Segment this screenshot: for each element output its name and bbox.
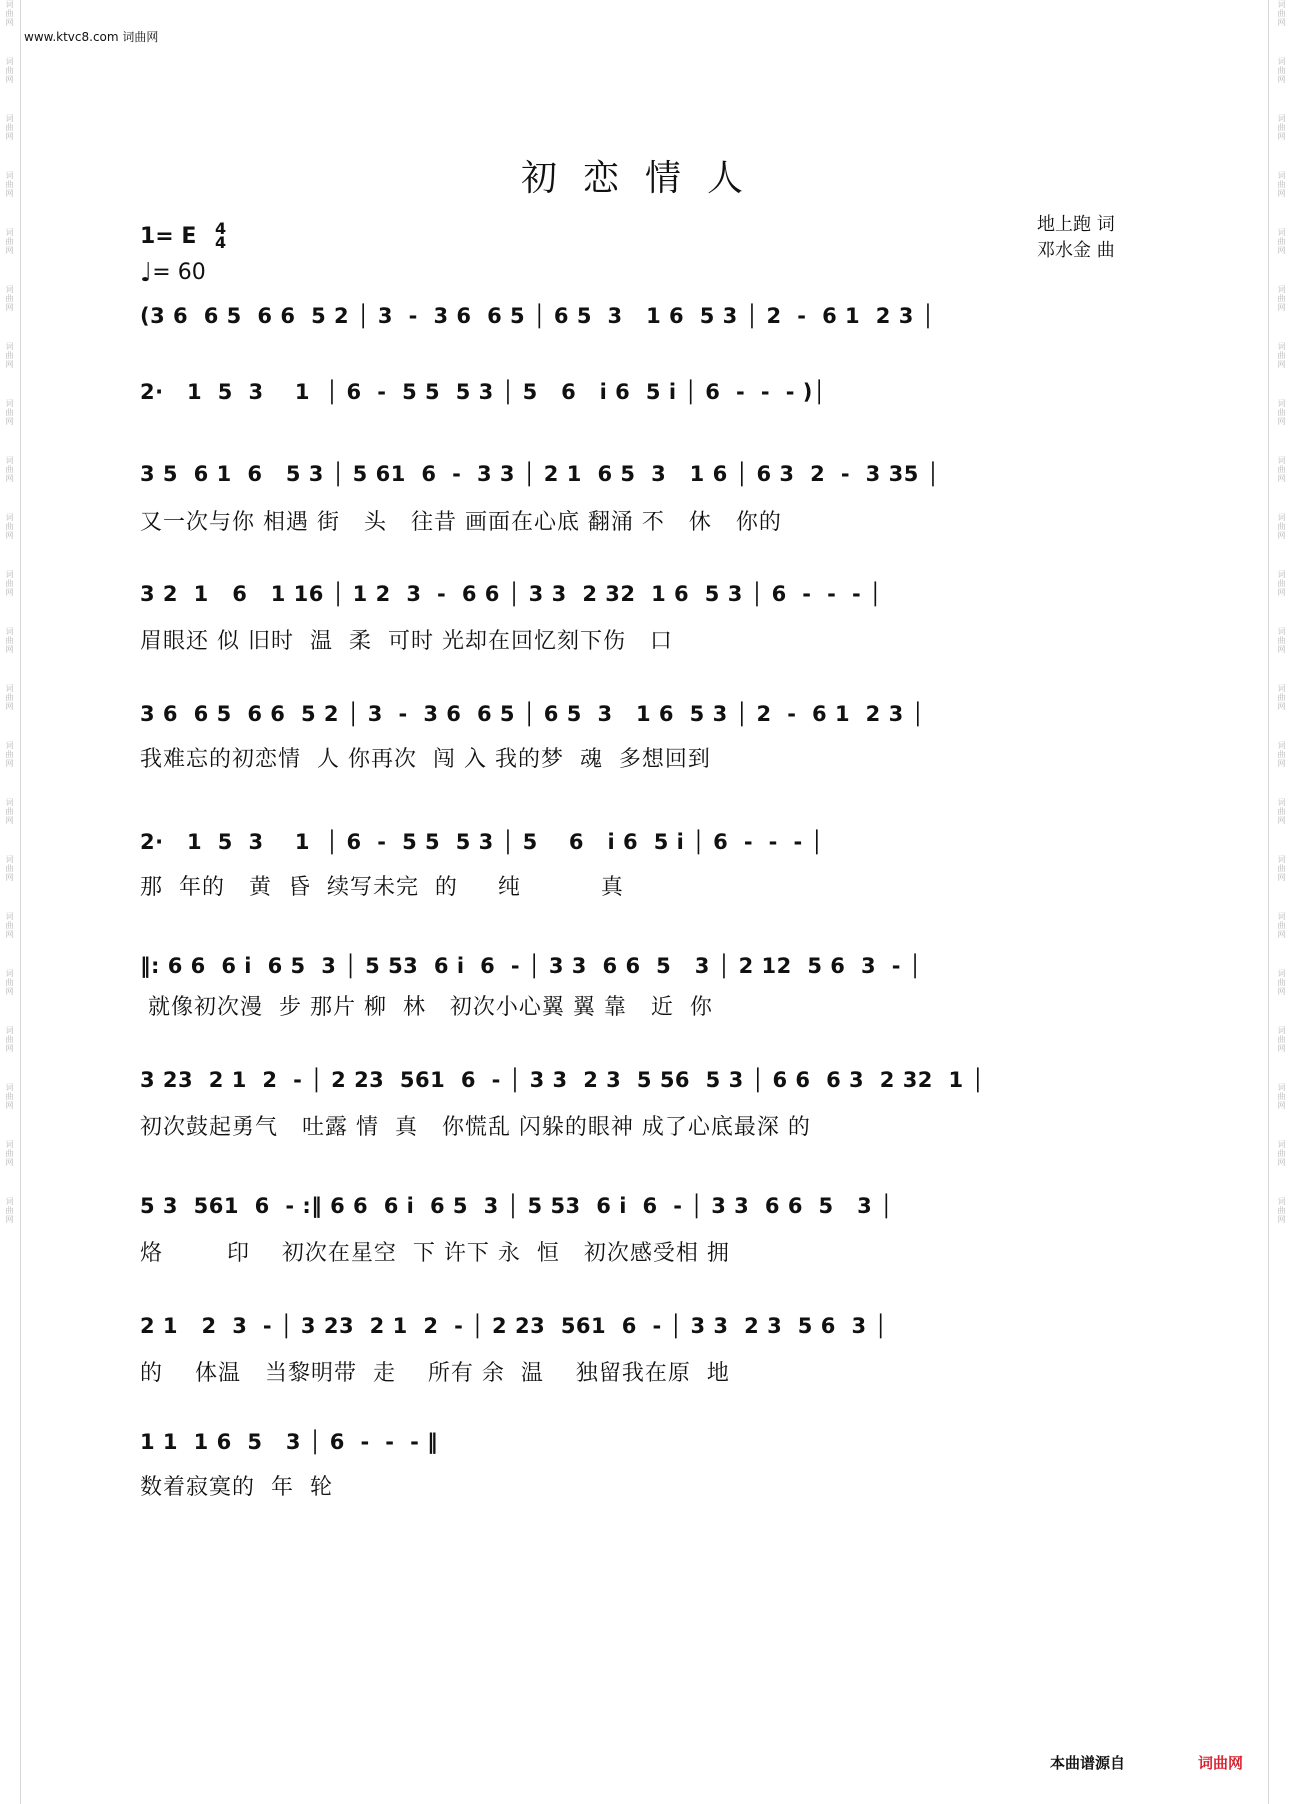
watermark-text: 词曲网 — [5, 741, 14, 768]
score-line-11: 1 1 1 6 5 3 │ 6 - - - ‖ — [140, 1430, 439, 1454]
watermark-text: 词曲网 — [5, 570, 14, 597]
right-margin-rule — [1268, 0, 1269, 1804]
score-line-7: ‖: 6 6 6 i 6 5 3 │ 5 53 6 i 6 - │ 3 3 6 6 5 3 │ 2 12 5 6 3 - │ — [140, 954, 922, 978]
composer-credit: 邓水金 曲 — [1037, 240, 1115, 261]
watermark-text: 词曲网 — [5, 399, 14, 426]
watermark-text: 词曲网 — [1277, 456, 1286, 483]
watermark-text: 词曲网 — [5, 1083, 14, 1110]
time-signature — [215, 219, 227, 252]
lyric-line-4: 眉眼还 似 旧时 温 柔 可时 光却在回忆刻下伤 口 — [140, 629, 673, 654]
watermark-text: 词曲网 — [1277, 1197, 1286, 1224]
score-line-8: 3 23 2 1 2 - │ 2 23 561 6 - │ 3 3 2 3 5 56 5 3 │ 6 6 6 3 2 32 1 │ — [140, 1068, 985, 1092]
watermark-text: 词曲网 — [5, 855, 14, 882]
watermark-text: 词曲网 — [5, 627, 14, 654]
watermark-text: 词曲网 — [1277, 912, 1286, 939]
watermark-text: 词曲网 — [5, 456, 14, 483]
watermark-text: 词曲网 — [1277, 627, 1286, 654]
lyric-line-6: 那 年的 黄 昏 续写未完 的 纯 真 — [140, 875, 624, 900]
watermark-text: 词曲网 — [5, 684, 14, 711]
watermark-text: 词曲网 — [1277, 285, 1286, 312]
source-brand-link[interactable]: 词曲网 — [1198, 1754, 1244, 1772]
watermark-text: 词曲网 — [1277, 855, 1286, 882]
watermark-text: 词曲网 — [5, 285, 14, 312]
lyric-line-5: 我难忘的初恋情 人 你再次 闯 入 我的梦 魂 多想回到 — [140, 747, 711, 772]
score-line-4: 3 2 1 6 1 16 │ 1 2 3 - 6 6 │ 3 3 2 32 1 6 5 3 │ 6 - - - │ — [140, 582, 883, 606]
watermark-text: 词曲网 — [1277, 1083, 1286, 1110]
score-line-5: 3 6 6 5 6 6 5 2 │ 3 - 3 6 6 5 │ 6 5 3 1 6 5 3 │ 2 - 6 1 2 3 │ — [140, 702, 925, 726]
watermark-text: 词曲网 — [1277, 969, 1286, 996]
watermark-text: 词曲网 — [5, 1026, 14, 1053]
watermark-text: 词曲网 — [5, 57, 14, 84]
score-line-1: (3 6 6 5 6 6 5 2 │ 3 - 3 6 6 5 │ 6 5 3 1 6 5 3 │ 2 - 6 1 2 3 │ — [140, 304, 935, 328]
watermark-text: 词曲网 — [1277, 57, 1286, 84]
tempo-marking — [140, 258, 206, 288]
watermark-text: 词曲网 — [5, 1197, 14, 1224]
watermark-text: 词曲网 — [5, 513, 14, 540]
song-title: 初恋情人 — [520, 158, 769, 199]
lyricist-credit: 地上跑 词 — [1037, 214, 1115, 235]
lyric-line-3: 又一次与你 相遇 街 头 往昔 画面在心底 翻涌 不 休 你的 — [140, 510, 782, 535]
tempo-value: = 60 — [152, 260, 206, 285]
site-url: www.ktvc8.com 词曲网 — [24, 30, 159, 44]
lyric-line-7: 就像初次漫 步 那片 柳 林 初次小心翼 翼 靠 近 你 — [140, 995, 713, 1020]
time-signature-bottom: 4 — [215, 233, 227, 252]
lyric-line-10: 的 体温 当黎明带 走 所有 余 温 独留我在原 地 — [140, 1361, 730, 1386]
watermark-text: 词曲网 — [5, 171, 14, 198]
watermark-text: 词曲网 — [1277, 228, 1286, 255]
watermark-text: 词曲网 — [5, 1140, 14, 1167]
watermark-text: 词曲网 — [5, 969, 14, 996]
watermark-text: 词曲网 — [1277, 171, 1286, 198]
left-watermark-strip — [2, 0, 16, 1804]
watermark-text: 词曲网 — [1277, 342, 1286, 369]
key-signature: 1= E — [140, 224, 197, 249]
watermark-text: 词曲网 — [1277, 114, 1286, 141]
watermark-text: 词曲网 — [1277, 399, 1286, 426]
score-line-6: 2· 1 5 3 1 │ 6 - 5 5 5 3 │ 5 6 i 6 5 i │ 6 - - - │ — [140, 830, 824, 854]
watermark-text: 词曲网 — [1277, 0, 1286, 27]
watermark-text: 词曲网 — [5, 114, 14, 141]
lyric-line-11: 数着寂寞的 年 轮 — [140, 1475, 333, 1500]
time-signature-top: 4 — [215, 219, 227, 238]
watermark-text: 词曲网 — [1277, 798, 1286, 825]
source-note: 本曲谱源自 — [1050, 1754, 1126, 1772]
watermark-text: 词曲网 — [1277, 1140, 1286, 1167]
quarter-note-icon: ♩ — [140, 258, 153, 288]
watermark-text: 词曲网 — [5, 0, 14, 27]
score-line-3: 3 5 6 1 6 5 3 │ 5 61 6 - 3 3 │ 2 1 6 5 3 1 6 │ 6 3 2 - 3 35 │ — [140, 462, 940, 486]
watermark-text: 词曲网 — [1277, 684, 1286, 711]
watermark-text: 词曲网 — [5, 228, 14, 255]
watermark-text: 词曲网 — [5, 342, 14, 369]
score-line-9: 5 3 561 6 - :‖ 6 6 6 i 6 5 3 │ 5 53 6 i 6 - │ 3 3 6 6 5 3 │ — [140, 1194, 894, 1218]
watermark-text: 词曲网 — [5, 912, 14, 939]
watermark-text: 词曲网 — [5, 798, 14, 825]
right-watermark-strip — [1274, 0, 1288, 1804]
lyric-line-9: 烙 印 初次在星空 下 许下 永 恒 初次感受相 拥 — [140, 1241, 730, 1266]
score-line-10: 2 1 2 3 - │ 3 23 2 1 2 - │ 2 23 561 6 - │ 3 3 2 3 5 6 3 │ — [140, 1314, 888, 1338]
score-line-2: 2· 1 5 3 1 │ 6 - 5 5 5 3 │ 5 6 i 6 5 i │ 6 - - - )│ — [140, 380, 826, 404]
left-margin-rule — [20, 0, 21, 1804]
watermark-text: 词曲网 — [1277, 741, 1286, 768]
watermark-text: 词曲网 — [1277, 513, 1286, 540]
watermark-text: 词曲网 — [1277, 1026, 1286, 1053]
watermark-text: 词曲网 — [1277, 570, 1286, 597]
lyric-line-8: 初次鼓起勇气 吐露 情 真 你慌乱 闪躲的眼神 成了心底最深 的 — [140, 1115, 811, 1140]
